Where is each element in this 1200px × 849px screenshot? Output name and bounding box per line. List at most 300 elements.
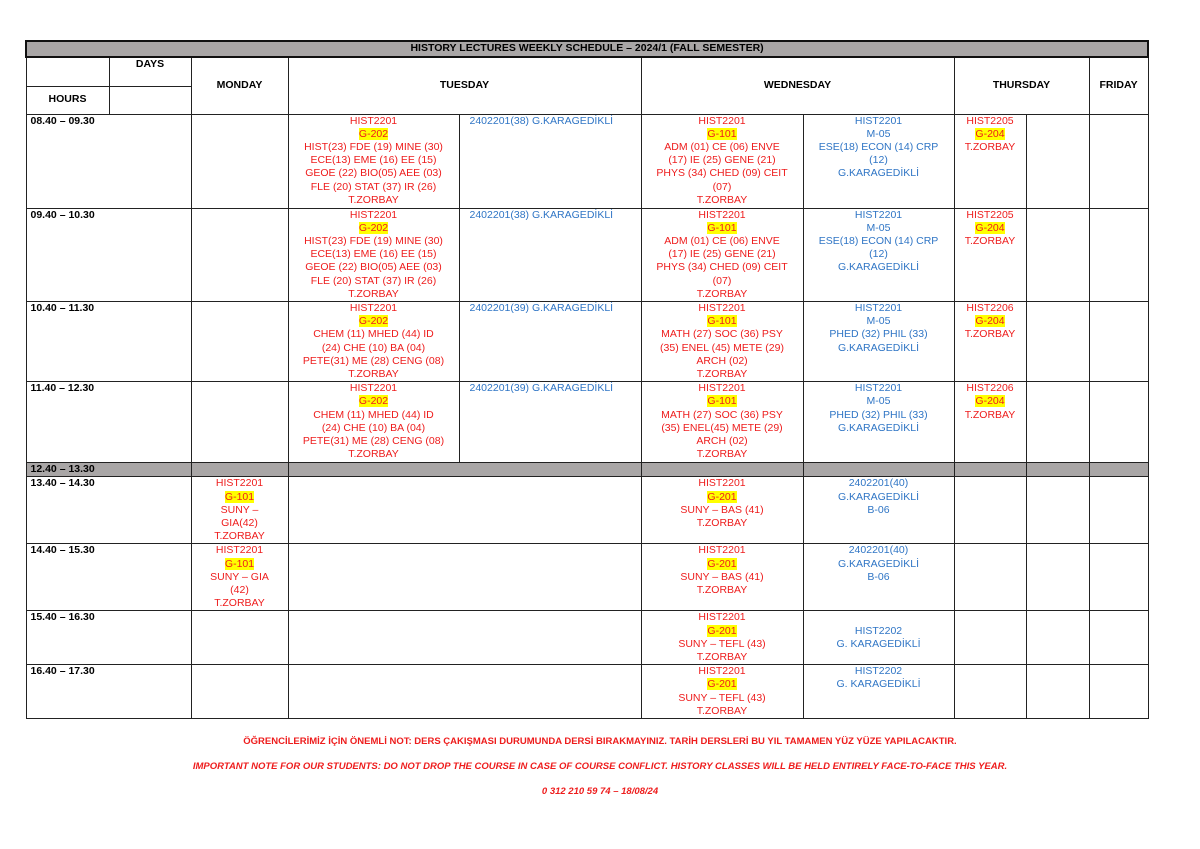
- empty-cell: [1026, 665, 1089, 719]
- lecture-line: CHEM (11) MHED (44) ID: [313, 328, 434, 341]
- empty-cell: [191, 382, 288, 463]
- room-label: G-202: [358, 221, 389, 234]
- line: [194, 597, 286, 610]
- empty-cell: [1026, 208, 1089, 301]
- empty-cell: [1089, 611, 1148, 665]
- empty-cell: [1089, 665, 1148, 719]
- line: [806, 261, 952, 274]
- line: [291, 409, 457, 422]
- line: [644, 222, 801, 235]
- room-label: G-101: [224, 557, 255, 570]
- empty-cell: [191, 665, 288, 719]
- lecture-cell: [803, 208, 954, 301]
- line: [806, 328, 952, 341]
- line: [957, 328, 1024, 341]
- empty-cell: [288, 611, 641, 665]
- header-monday: MONDAY: [191, 57, 288, 114]
- hour-label: 10.40 – 11.30: [26, 301, 191, 381]
- lecture-cell: [954, 301, 1026, 381]
- lecture-line: HIST2201: [698, 301, 746, 314]
- line: [806, 665, 952, 678]
- line: [644, 261, 801, 274]
- line: [806, 302, 952, 315]
- header-wednesday: WEDNESDAY: [641, 57, 954, 114]
- line: [291, 167, 457, 180]
- lecture-cell: [641, 611, 803, 665]
- line: [957, 128, 1024, 141]
- line: [644, 678, 801, 691]
- line: [644, 638, 801, 651]
- line: [644, 584, 801, 597]
- lecture-line: HIST2201: [698, 544, 746, 557]
- line: [644, 209, 801, 222]
- line: [644, 504, 801, 517]
- lecture-line: PETE(31) ME (28) CENG (08): [302, 434, 445, 447]
- lecture-line: HIST2201: [349, 208, 398, 221]
- lecture-line: HIST2201: [854, 208, 903, 221]
- line: [470, 115, 639, 128]
- line: [291, 382, 457, 395]
- room-label: G-204: [975, 221, 1005, 234]
- lecture-cell: [288, 301, 459, 381]
- lecture-line: T.ZORBAY: [696, 448, 748, 461]
- line: [470, 302, 639, 315]
- empty-cell: [288, 544, 641, 611]
- room-label: G-101: [707, 221, 737, 234]
- lecture-line: HIST2201: [698, 665, 746, 678]
- line: [644, 315, 801, 328]
- lecture-line: 2402201(40): [848, 477, 909, 490]
- line: [644, 248, 801, 261]
- lecture-cell: [803, 477, 954, 544]
- line: [806, 558, 952, 571]
- lecture-cell: [459, 382, 641, 463]
- line: [806, 209, 952, 222]
- line: [806, 222, 952, 235]
- line: [806, 504, 952, 517]
- lecture-line: HIST2202: [854, 624, 903, 637]
- lecture-cell: [803, 544, 954, 611]
- lecture-line: HIST2201: [698, 208, 746, 221]
- line: [644, 141, 801, 154]
- hour-label: 09.40 – 10.30: [26, 208, 191, 301]
- lecture-line: HIST2201: [698, 611, 746, 624]
- empty-cell: [191, 114, 288, 208]
- line: [644, 692, 801, 705]
- lecture-line: HIST2201: [854, 382, 903, 395]
- lecture-line: M-05: [866, 395, 891, 408]
- line: [291, 154, 457, 167]
- schedule-row: [26, 477, 1148, 544]
- empty-cell: [1026, 611, 1089, 665]
- line: [291, 302, 457, 315]
- lecture-line: HIST2201: [349, 114, 398, 127]
- line: [291, 209, 457, 222]
- lecture-line: T.ZORBAY: [964, 140, 1016, 153]
- line: [291, 448, 457, 461]
- lecture-line: (35) ENEL(45) METE (29): [661, 421, 783, 434]
- lecture-line: (24) CHE (10) BA (04): [321, 341, 426, 354]
- line: [644, 435, 801, 448]
- lecture-line: G.KARAGEDİKLİ: [837, 421, 920, 434]
- line: [644, 705, 801, 718]
- lecture-cell: [954, 114, 1026, 208]
- line: [806, 422, 952, 435]
- lecture-line: PETE(31) ME (28) CENG (08): [302, 354, 445, 367]
- line: [957, 141, 1024, 154]
- empty-cell: [1089, 114, 1148, 208]
- empty-cell: [1089, 301, 1148, 381]
- line: [957, 409, 1024, 422]
- empty-cell: [191, 611, 288, 665]
- lecture-line: (07): [712, 180, 732, 193]
- line: [291, 261, 457, 274]
- lecture-cell: [459, 208, 641, 301]
- lecture-line: G.KARAGEDİKLİ: [837, 341, 920, 354]
- line: [806, 409, 952, 422]
- line: [644, 422, 801, 435]
- lecture-line: B-06: [867, 503, 890, 516]
- lecture-line: ARCH (02): [696, 354, 748, 367]
- line: [644, 571, 801, 584]
- empty-cell: [954, 477, 1026, 544]
- line: [194, 571, 286, 584]
- line: [644, 651, 801, 664]
- line: [644, 368, 801, 381]
- lecture-line: T.ZORBAY: [348, 448, 399, 461]
- line: [644, 491, 801, 504]
- hour-label: 12.40 – 13.30: [26, 463, 191, 477]
- line: [644, 625, 801, 638]
- hour-label: 15.40 – 16.30: [26, 611, 191, 665]
- room-label: G-101: [707, 395, 737, 408]
- lecture-line: SUNY – BAS (41): [680, 503, 764, 516]
- lecture-line: GEOE (22) BIO(05) AEE (03): [305, 167, 442, 180]
- lecture-line: HIST2201: [698, 114, 746, 127]
- line: [957, 302, 1024, 315]
- contact-date: 0 312 210 59 74 – 18/08/24: [541, 786, 659, 797]
- lecture-line: PHYS (34) CHED (09) CEIT: [656, 261, 788, 274]
- line: [291, 342, 457, 355]
- lecture-line: HIST2201: [215, 544, 264, 557]
- line: [291, 355, 457, 368]
- line: [194, 491, 286, 504]
- lecture-line: SUNY – TEFL (43): [678, 691, 766, 704]
- line: [291, 235, 457, 248]
- line: [957, 222, 1024, 235]
- lecture-line: ESE(18) ECON (14) CRP: [818, 140, 939, 153]
- room-label: G-201: [707, 678, 737, 691]
- line: [194, 544, 286, 557]
- lecture-cell: [191, 477, 288, 544]
- lecture-line: HIST2201: [349, 382, 398, 395]
- line: [957, 115, 1024, 128]
- schedule-row: [26, 114, 1148, 208]
- line: [194, 517, 286, 530]
- line: [291, 115, 457, 128]
- empty-cell: [288, 477, 641, 544]
- lecture-line: (07): [712, 274, 732, 287]
- line: [806, 491, 952, 504]
- break-cell: [641, 463, 803, 477]
- line: [644, 275, 801, 288]
- room-label: G-202: [358, 127, 389, 140]
- line: [291, 248, 457, 261]
- line: [644, 395, 801, 408]
- break-cell: [954, 463, 1026, 477]
- lecture-line: (35) ENEL (45) METE (29): [660, 341, 784, 354]
- schedule-table: [25, 40, 1149, 719]
- hour-label: 13.40 – 14.30: [26, 477, 191, 544]
- lecture-line: ADM (01) CE (06) ENVE: [664, 140, 780, 153]
- line: [194, 477, 286, 490]
- line: [470, 209, 639, 222]
- lecture-line: SUNY –: [220, 503, 259, 516]
- empty-cell: [1089, 208, 1148, 301]
- line: [806, 141, 952, 154]
- line: [194, 584, 286, 597]
- lecture-line: T.ZORBAY: [696, 704, 748, 717]
- line: [644, 448, 801, 461]
- empty-cell: [1089, 544, 1148, 611]
- room-label: G-202: [358, 395, 389, 408]
- lecture-cell: [803, 382, 954, 463]
- lecture-line: HIST2201: [215, 477, 264, 490]
- lecture-line: (12): [869, 248, 888, 261]
- hours-label: HOURS: [26, 86, 109, 114]
- line: [644, 328, 801, 341]
- lecture-line: B-06: [867, 570, 890, 583]
- hour-label: 16.40 – 17.30: [26, 665, 191, 719]
- lecture-line: (17) IE (25) GENE (21): [668, 248, 776, 261]
- lecture-line: T.ZORBAY: [696, 367, 748, 380]
- line: [644, 409, 801, 422]
- empty-cell: [1026, 114, 1089, 208]
- note-turkish: ÖĞRENCİLERİMİZ İÇİN ÖNEMLİ NOT: DERS ÇAKIŞMASI DURUMUNDA DERSİ BIRAKMAYINIZ. TARİH DERSLERİ BU YIL TAMAMEN YÜZ YÜZE YAPILACAKTIR.: [243, 736, 957, 747]
- empty-cell: [1089, 382, 1148, 463]
- lecture-line: G. KARAGEDİKLİ: [836, 678, 921, 691]
- line: [291, 435, 457, 448]
- lecture-cell: [641, 301, 803, 381]
- line: [806, 571, 952, 584]
- line: [291, 128, 457, 141]
- lecture-line: ESE(18) ECON (14) CRP: [818, 234, 939, 247]
- lecture-line: M-05: [866, 221, 891, 234]
- line: [644, 342, 801, 355]
- lecture-cell: [459, 114, 641, 208]
- line: [291, 368, 457, 381]
- lecture-line: HIST(23) FDE (19) MINE (30): [304, 234, 443, 247]
- lecture-line: T.ZORBAY: [696, 583, 748, 596]
- lecture-line: SUNY – BAS (41): [680, 570, 764, 583]
- room-label: G-101: [707, 127, 737, 140]
- line: [291, 328, 457, 341]
- break-cell: [803, 463, 954, 477]
- lecture-cell: [803, 301, 954, 381]
- lecture-line: G. KARAGEDİKLİ: [836, 637, 921, 650]
- lunch-break-row: [26, 463, 1148, 477]
- schedule-row: [26, 544, 1148, 611]
- line: [644, 355, 801, 368]
- line: [806, 235, 952, 248]
- hour-label: 11.40 – 12.30: [26, 382, 191, 463]
- lecture-line: FLE (20) STAT (37) IR (26): [310, 274, 437, 287]
- lecture-line: T.ZORBAY: [964, 408, 1016, 421]
- line: [957, 235, 1024, 248]
- header-thursday: THURSDAY: [954, 57, 1089, 114]
- lecture-line: G.KARAGEDİKLİ: [837, 557, 920, 570]
- line: [957, 382, 1024, 395]
- line: [644, 611, 801, 624]
- lecture-line: T.ZORBAY: [214, 530, 265, 543]
- line: [644, 181, 801, 194]
- empty-cell: [954, 611, 1026, 665]
- line: [806, 625, 952, 638]
- line: [644, 194, 801, 207]
- lecture-line: T.ZORBAY: [348, 193, 399, 206]
- line: [957, 395, 1024, 408]
- lecture-line: G.KARAGEDİKLİ: [837, 490, 920, 503]
- line: [291, 181, 457, 194]
- lecture-line: SUNY – GIA: [210, 570, 269, 583]
- break-cell: [191, 463, 288, 477]
- corner-empty: [26, 57, 109, 86]
- lecture-line: (17) IE (25) GENE (21): [668, 154, 776, 167]
- line: [194, 558, 286, 571]
- lecture-cell: [641, 477, 803, 544]
- line: [806, 382, 952, 395]
- line: [644, 517, 801, 530]
- line: [806, 154, 952, 167]
- empty-cell: [1026, 301, 1089, 381]
- lecture-line: HIST2205: [966, 208, 1014, 221]
- corner-empty: [109, 86, 191, 114]
- schedule-title: HISTORY LECTURES WEEKLY SCHEDULE – 2024/1 (FALL SEMESTER): [26, 41, 1148, 57]
- lecture-cell: [641, 382, 803, 463]
- line: [291, 194, 457, 207]
- room-label: G-101: [224, 490, 255, 503]
- lecture-cell: [459, 301, 641, 381]
- lecture-line: (12): [869, 154, 888, 167]
- line: [644, 154, 801, 167]
- lecture-line: 2402201(40): [848, 544, 909, 557]
- lecture-cell: [641, 665, 803, 719]
- lecture-line: HIST2206: [966, 382, 1014, 395]
- line: [644, 288, 801, 301]
- lecture-line: PHED (32) PHIL (33): [829, 328, 928, 341]
- line: [291, 422, 457, 435]
- line: [644, 477, 801, 490]
- line: [644, 544, 801, 557]
- line: [806, 128, 952, 141]
- line: [806, 342, 952, 355]
- room-label: G-204: [975, 395, 1005, 408]
- lecture-line: HIST2201: [349, 301, 398, 314]
- line: [291, 222, 457, 235]
- lecture-cell: [288, 382, 459, 463]
- line: [291, 288, 457, 301]
- lecture-line: 2402201(38) G.KARAGEDİKLİ: [469, 208, 614, 221]
- lecture-line: HIST2205: [966, 114, 1014, 127]
- lecture-line: T.ZORBAY: [964, 234, 1016, 247]
- lecture-line: M-05: [866, 315, 891, 328]
- lecture-line: (24) CHE (10) BA (04): [321, 421, 426, 434]
- room-label: G-201: [707, 490, 737, 503]
- line: [644, 382, 801, 395]
- line: [644, 302, 801, 315]
- line: [806, 315, 952, 328]
- line: [806, 395, 952, 408]
- room-label: G-201: [707, 624, 737, 637]
- break-cell: [288, 463, 641, 477]
- empty-cell: [1089, 477, 1148, 544]
- line: [806, 248, 952, 261]
- line: [644, 665, 801, 678]
- empty-cell: [191, 208, 288, 301]
- lecture-cell: [954, 382, 1026, 463]
- lecture-line: T.ZORBAY: [348, 367, 399, 380]
- schedule-row: [26, 208, 1148, 301]
- break-cell: [1026, 463, 1089, 477]
- lecture-line: FLE (20) STAT (37) IR (26): [310, 180, 437, 193]
- line: [806, 167, 952, 180]
- line: [806, 115, 952, 128]
- hour-label: 14.40 – 15.30: [26, 544, 191, 611]
- lecture-line: (42): [230, 583, 249, 596]
- line: [194, 504, 286, 517]
- lecture-line: T.ZORBAY: [696, 650, 748, 663]
- lecture-cell: [803, 665, 954, 719]
- lecture-line: HIST2201: [854, 301, 903, 314]
- line: [194, 530, 286, 543]
- lecture-line: HIST2201: [854, 114, 903, 127]
- line: [291, 395, 457, 408]
- lecture-line: MATH (27) SOC (36) PSY: [661, 328, 783, 341]
- line: [291, 315, 457, 328]
- lecture-line: HIST2202: [854, 665, 903, 678]
- lecture-line: ADM (01) CE (06) ENVE: [664, 234, 780, 247]
- lecture-line: ECE(13) EME (16) EE (15): [310, 248, 437, 261]
- lecture-line: ECE(13) EME (16) EE (15): [310, 154, 437, 167]
- lecture-cell: [641, 208, 803, 301]
- lecture-line: PHYS (34) CHED (09) CEIT: [656, 167, 788, 180]
- room-label: G-204: [975, 127, 1005, 140]
- lecture-line: HIST(23) FDE (19) MINE (30): [304, 140, 443, 153]
- lecture-line: ARCH (02): [696, 434, 748, 447]
- lecture-line: HIST2201: [698, 382, 746, 395]
- empty-cell: [1026, 477, 1089, 544]
- line: [291, 141, 457, 154]
- line: [644, 167, 801, 180]
- days-label: DAYS: [109, 57, 191, 86]
- schedule-row: [26, 382, 1148, 463]
- line: [957, 209, 1024, 222]
- header-tuesday: TUESDAY: [288, 57, 641, 114]
- empty-cell: [954, 665, 1026, 719]
- lecture-line: T.ZORBAY: [696, 516, 748, 529]
- lecture-line: GEOE (22) BIO(05) AEE (03): [305, 261, 442, 274]
- line: [644, 235, 801, 248]
- lecture-line: G.KARAGEDİKLİ: [837, 261, 920, 274]
- lecture-line: 2402201(39) G.KARAGEDİKLİ: [469, 301, 614, 314]
- lecture-line: PHED (32) PHIL (33): [829, 408, 928, 421]
- lecture-cell: [191, 544, 288, 611]
- room-label: G-202: [358, 315, 389, 328]
- line: [644, 558, 801, 571]
- lecture-line: T.ZORBAY: [214, 597, 265, 610]
- lecture-cell: [803, 611, 954, 665]
- header-friday: FRIDAY: [1089, 57, 1148, 114]
